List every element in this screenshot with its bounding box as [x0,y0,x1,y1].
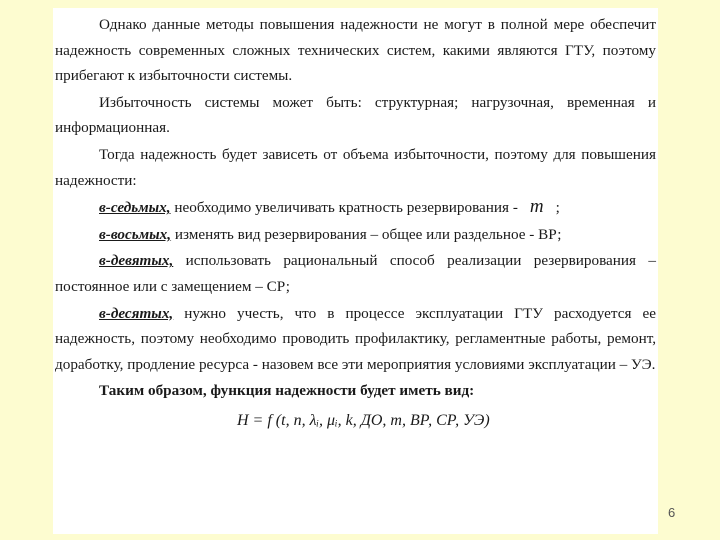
list-item-ninth [55,248,656,299]
item-text-seventh: необходимо увеличивать кратность резервирования - [170,199,518,217]
item-term-tenth: в-десятых, [99,304,174,322]
reliability-formula: H = f (t, n, λᵢ, μᵢ, k, ДО, m, ВР, СР, УЭ) [237,411,490,429]
item-tail-seventh: ; [555,199,560,217]
item-text-ninth: использовать рациональный способ реализации резервирования – постоянное или с замещением – СР; [55,252,656,295]
list-item-tenth [55,301,656,378]
list-item-seventh [55,194,656,221]
multiplicity-variable: m [529,196,544,218]
document-page [53,8,658,534]
item-term-seventh: в-седьмых, [99,199,171,217]
item-term-ninth: в-девятых, [99,252,174,270]
document-body [55,12,656,434]
item-text-eighth: изменять вид резервирования – общее или раздельное - ВР; [171,225,562,243]
item-text-tenth: нужно учесть, что в процессе эксплуатации ГТУ расходуется ее надежность, поэтому необходимо проводить профилактику, регламентные работы, ремонт, доработку, продление ресурса - назовем все эти мероприятия условиями эксплуатации – УЭ. [55,304,656,373]
item-term-eighth: в-восьмых, [99,225,172,243]
slide-page-number: 6 [668,505,676,520]
paragraph-reliability-dependence: Тогда надежность будет зависеть от объема избыточности, поэтому для повышения надежности: [55,145,656,189]
conclusion-heading: Таким образом, функция надежности будет иметь вид: [99,382,475,400]
paragraph-methods-limitations: Однако данные методы повышения надежности не могут в полной мере обеспечит надежность современных сложных технических систем, какими являются ГТУ, поэтому прибегают к избыточности системы. [55,16,656,85]
paragraph-redundancy-types: Избыточность системы может быть: структурная; нагрузочная, временная и информационная. [55,93,656,137]
list-item-eighth [55,222,656,248]
